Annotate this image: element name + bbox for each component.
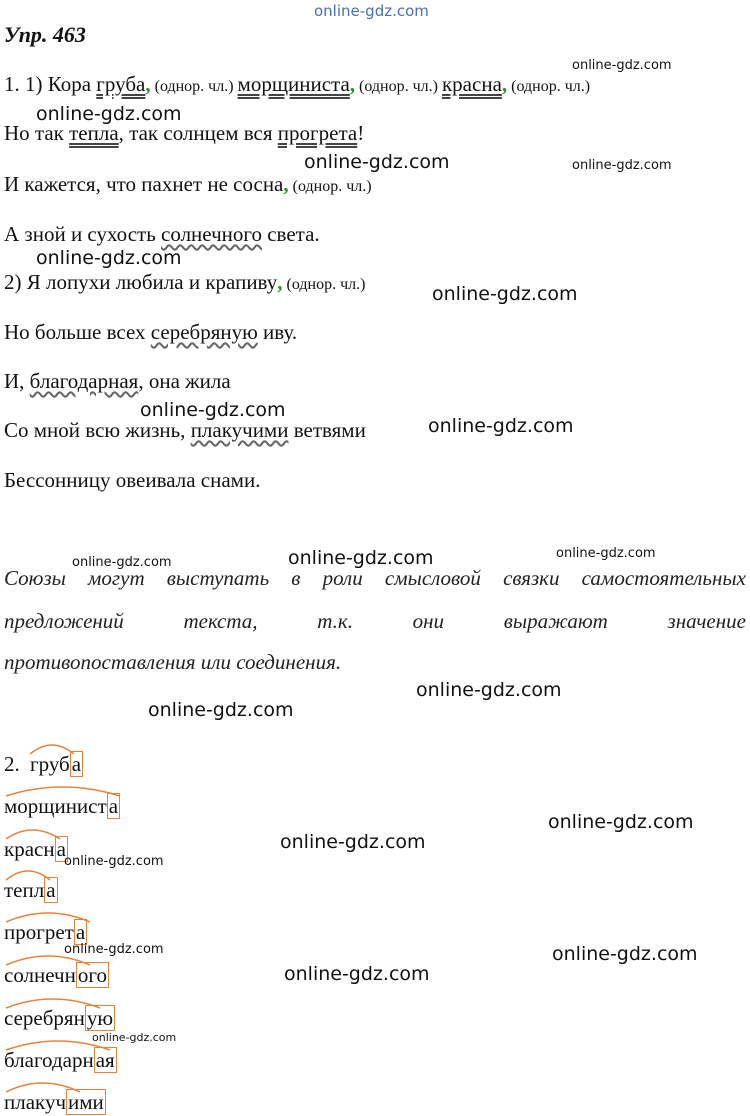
word-ending: ого [77, 963, 107, 987]
word-stem: серебрян [4, 1006, 85, 1030]
text: Но больше всех [4, 320, 151, 344]
attribute-serebryanuyu: серебряную [150, 320, 258, 344]
section-2-label: 2. [4, 752, 20, 776]
conclusion-row-3: противопоставления или соединения. [4, 650, 342, 674]
poem-line-1 [4, 72, 590, 97]
word-stem: красн [4, 837, 55, 861]
poem-line-7 [4, 369, 231, 394]
word-stem: благодарн [4, 1048, 94, 1072]
text: иву. [257, 320, 298, 344]
poem-line-9: Бессонницу овеивала снами. [4, 468, 261, 492]
word-stem: морщинист [4, 794, 107, 818]
word: выражают [503, 609, 608, 633]
watermark: online-gdz.com [304, 151, 450, 173]
poem-line-5 [4, 270, 365, 295]
word: выступать [166, 566, 270, 590]
word: значение [667, 609, 746, 633]
word: т.к. [317, 609, 353, 633]
watermark: online-gdz.com [416, 679, 562, 701]
top-watermark: online-gdz.com [314, 2, 429, 20]
word: они [412, 609, 445, 633]
poem-line-3 [4, 172, 372, 197]
text: А зной и сухость [4, 222, 162, 246]
text: света. [261, 222, 320, 246]
note-odnor: (однор. чл.) [288, 178, 372, 195]
note-odnor: (однор. чл.) [507, 78, 591, 95]
text: , она жила [138, 369, 231, 393]
root-arc [28, 740, 78, 756]
note-odnor: (однор. чл.) [150, 78, 238, 95]
predicate-morshchinista: морщиниста [237, 72, 350, 96]
note-odnor: (однор. чл.) [282, 276, 366, 293]
watermark: online-gdz.com [548, 811, 694, 833]
comma-mark: , [283, 172, 289, 196]
word-stem: прогрет [4, 920, 74, 944]
comma-mark: , [145, 72, 151, 96]
morpheme-word-7 [4, 1006, 115, 1031]
morpheme-word-3 [4, 837, 68, 862]
word-stem: тепл [4, 878, 45, 902]
morpheme-word-6 [4, 963, 109, 988]
watermark: online-gdz.com [552, 943, 698, 965]
watermark: online-gdz.com [92, 1031, 177, 1044]
word: связки [503, 566, 560, 590]
morpheme-word-1 [30, 752, 83, 777]
conclusion-paragraph [4, 566, 746, 675]
watermark: online-gdz.com [572, 58, 672, 73]
conclusion-row-2 [4, 609, 746, 647]
comma-mark: , [501, 72, 508, 96]
watermark: online-gdz.com [428, 415, 574, 437]
watermark: online-gdz.com [64, 854, 164, 869]
word-ending: а [75, 920, 86, 944]
word-stem: груб [30, 752, 70, 776]
text: ! [357, 121, 365, 145]
word-ending: а [71, 752, 82, 776]
poem-line-6 [4, 320, 297, 345]
word: роли [322, 566, 363, 590]
text: , так солнцем вся [118, 121, 278, 145]
root-arc [4, 1078, 84, 1094]
conclusion-row-1 [4, 566, 746, 604]
watermark: online-gdz.com [556, 546, 656, 561]
text: И, [4, 369, 30, 393]
watermark: online-gdz.com [72, 555, 172, 570]
watermark: online-gdz.com [64, 942, 164, 957]
word-ending: ую [86, 1006, 114, 1030]
predicate-tepla: тепла [69, 121, 119, 145]
watermark: online-gdz.com [572, 158, 672, 173]
comma-mark: , [277, 270, 283, 294]
watermark: online-gdz.com [148, 699, 294, 721]
predicate-krasna: красна [441, 72, 502, 96]
exercise-title: Упр. 463 [4, 22, 86, 47]
word-stem: плакуч [4, 1090, 67, 1114]
word: Союзы [4, 566, 66, 590]
watermark: online-gdz.com [140, 399, 286, 421]
watermark: online-gdz.com [280, 831, 426, 853]
word-ending: ая [95, 1048, 115, 1072]
watermark: online-gdz.com [288, 547, 434, 569]
watermark: online-gdz.com [432, 283, 578, 305]
word-stem: солнечн [4, 963, 76, 987]
watermark: online-gdz.com [284, 963, 430, 985]
comma-mark: , [349, 72, 356, 96]
text: Но так [4, 121, 70, 145]
attribute-blagodarnaya: благодарная [29, 369, 139, 393]
word-ending: а [108, 794, 119, 818]
morpheme-word-8 [4, 1048, 117, 1073]
morpheme-word-9 [4, 1090, 106, 1115]
word: текста, [183, 609, 258, 633]
text: Со мной всю жизнь, [4, 418, 191, 442]
poem-line-4 [4, 222, 320, 247]
word: смысловой [384, 566, 481, 590]
root-arc [4, 825, 64, 841]
root-arc [4, 908, 94, 924]
watermark: online-gdz.com [36, 247, 182, 269]
attribute-plakuchimi: плакучими [190, 418, 289, 442]
root-arc [4, 782, 124, 798]
word: в [291, 566, 301, 590]
watermark: online-gdz.com [36, 103, 182, 125]
word: самостоятельных [581, 566, 746, 590]
attribute-solnechnogo: солнечного [161, 222, 262, 246]
text: 2) Я лопухи любила и крапиву [4, 270, 278, 294]
word-ending: а [56, 837, 66, 861]
predicate-gruba: груба [96, 72, 146, 96]
predicate-progreta: прогрета [277, 121, 358, 145]
word-ending: а [46, 878, 56, 902]
morpheme-word-2 [4, 794, 120, 819]
text: И кажется, что пахнет не сосна [4, 172, 284, 196]
morpheme-word-4 [4, 878, 58, 903]
root-arc [4, 866, 54, 882]
text: ветвями [288, 418, 366, 442]
note-odnor: (однор. чл.) [355, 78, 442, 95]
word: предложений [4, 609, 124, 633]
word-ending: ими [68, 1090, 104, 1114]
root-arc [4, 994, 104, 1010]
poem-line-8 [4, 418, 366, 443]
word: могут [88, 566, 145, 590]
line-prefix: 1. 1) Кора [4, 72, 97, 96]
